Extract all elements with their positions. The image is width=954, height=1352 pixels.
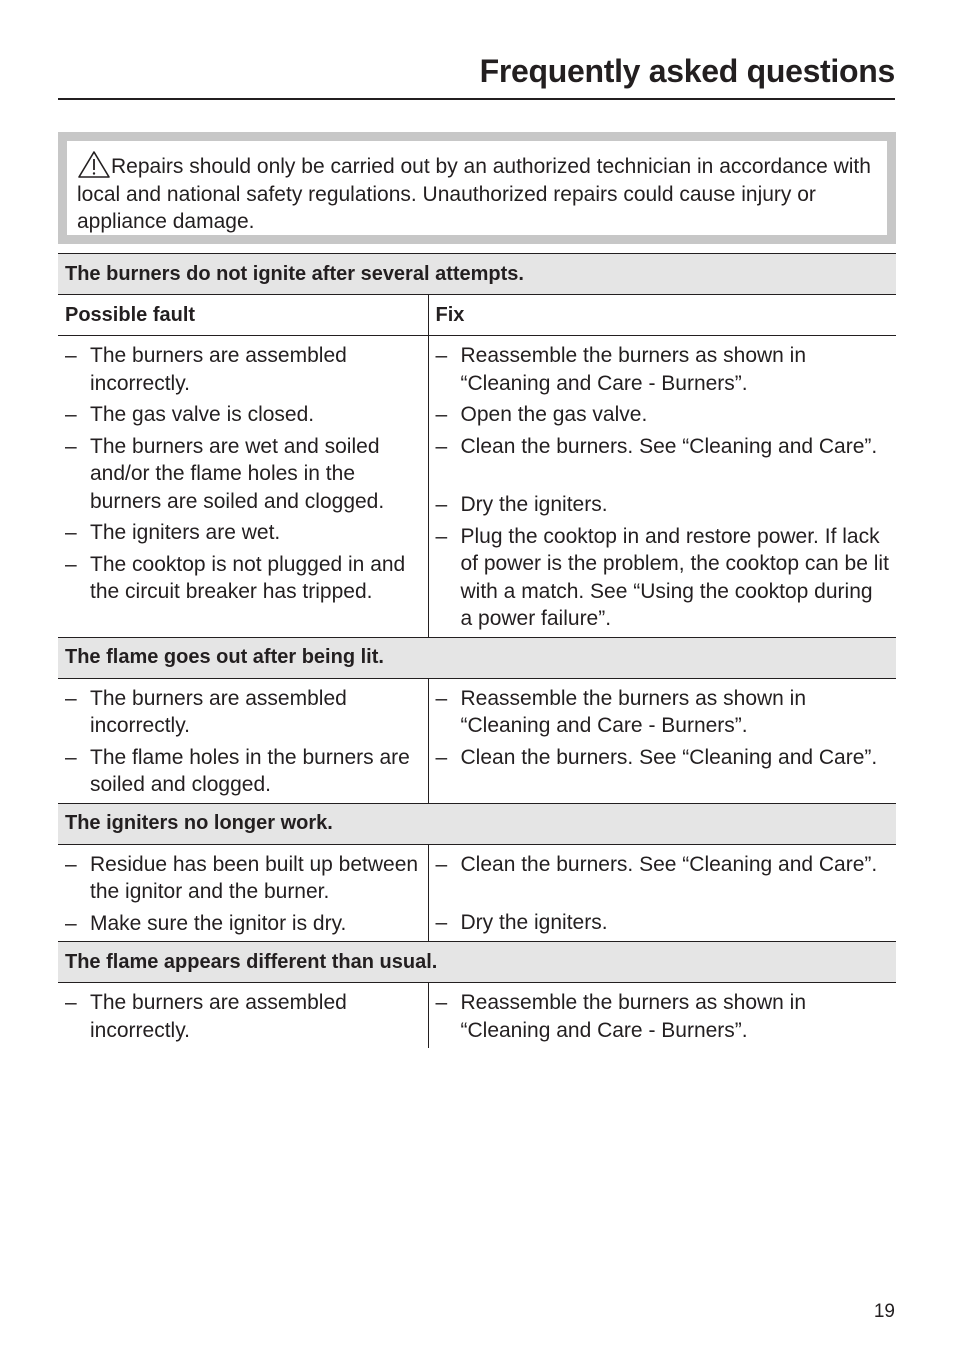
section-header	[58, 254, 896, 295]
dash-bullet: –	[435, 524, 448, 548]
fix-cell	[428, 983, 896, 1049]
table-row	[58, 678, 896, 803]
fix-cell	[428, 678, 896, 803]
table-row	[58, 336, 896, 638]
warning-content	[67, 141, 887, 235]
dash-bullet: –	[435, 852, 448, 876]
faq-table	[58, 253, 896, 1048]
dash-bullet: –	[435, 403, 448, 426]
fix-item: – Clean the burners. See “Cleaning and Care”.	[436, 744, 891, 772]
fix-cell	[428, 336, 896, 638]
section-title: The burners do not ignite after several attempts.	[58, 254, 896, 295]
table-row	[58, 844, 896, 942]
fault-item: – Residue has been built up between the ignitor and the burner.	[65, 851, 422, 906]
fault-item: – The flame holes in the burners are soiled and clogged.	[65, 744, 422, 799]
dash-bullet: –	[65, 403, 77, 426]
section-title: The flame goes out after being lit.	[58, 637, 896, 678]
fix-item: – Reassemble the burners as shown in “Cleaning and Care - Burners”.	[436, 685, 891, 740]
section-header	[58, 803, 896, 844]
dash-bullet: –	[435, 745, 448, 769]
fault-cell	[58, 983, 428, 1049]
fix-item: – Plug the cooktop in and restore power. If lack of power is the problem, the cooktop can be lit with a match. See “Using the cooktop during a power failure”.	[436, 523, 891, 633]
fault-column-header: Possible fault	[58, 295, 428, 336]
dash-bullet: –	[435, 686, 448, 710]
dash-bullet: –	[435, 991, 448, 1014]
fix-cell	[428, 844, 896, 942]
dash-bullet: –	[65, 521, 77, 544]
dash-bullet: –	[65, 911, 77, 935]
fix-item: – Open the gas valve.	[436, 401, 891, 429]
dash-bullet: –	[65, 552, 77, 576]
dash-bullet: –	[435, 344, 448, 367]
fix-item: – Dry the igniters.	[436, 491, 891, 519]
dash-bullet: –	[65, 745, 77, 769]
fault-cell	[58, 844, 428, 942]
fix-item: – Reassemble the burners as shown in “Cleaning and Care - Burners”.	[436, 989, 891, 1044]
fault-item: – The gas valve is closed.	[65, 401, 422, 429]
warning-triangle-icon	[77, 150, 111, 178]
fault-item: – The igniters are wet.	[65, 519, 422, 547]
fault-item: – The burners are assembled incorrectly.	[65, 989, 422, 1044]
fault-cell	[58, 678, 428, 803]
fault-item: – The burners are wet and soiled and/or the flame holes in the burners are soiled and clogged.	[65, 433, 422, 516]
page-number: 19	[873, 1301, 895, 1322]
fix-column-header: Fix	[428, 295, 896, 336]
dash-bullet: –	[65, 991, 77, 1014]
column-header-row	[58, 295, 896, 336]
fix-item: – Reassemble the burners as shown in “Cleaning and Care - Burners”.	[436, 342, 891, 397]
section-title: The igniters no longer work.	[58, 803, 896, 844]
warning-box	[58, 132, 896, 244]
fault-item: – Make sure the ignitor is dry.	[65, 910, 422, 938]
fix-item: – Clean the burners. See “Cleaning and Care”.	[436, 851, 891, 879]
fault-cell	[58, 336, 428, 638]
title-rule	[58, 98, 895, 100]
table-row	[58, 983, 896, 1049]
dash-bullet: –	[65, 852, 77, 876]
warning-text: Repairs should only be carried out by an authorized technician in accordance with local and national safety regulations. Unauthorized repairs could cause injury or appliance damage.	[77, 155, 871, 233]
dash-bullet: –	[435, 434, 448, 458]
dash-bullet: –	[435, 911, 448, 934]
dash-bullet: –	[65, 686, 77, 710]
fix-item: – Dry the igniters.	[436, 909, 891, 937]
dash-bullet: –	[65, 434, 77, 458]
dash-bullet: –	[65, 344, 77, 367]
section-title: The flame appears different than usual.	[58, 942, 896, 983]
fix-item: – Clean the burners. See “Cleaning and Care”.	[436, 433, 891, 461]
dash-bullet: –	[435, 493, 448, 516]
section-header	[58, 637, 896, 678]
fault-item: – The burners are assembled incorrectly.	[65, 685, 422, 740]
page-title: Frequently asked questions	[479, 53, 895, 89]
fault-item: – The cooktop is not plugged in and the circuit breaker has tripped.	[65, 551, 422, 606]
section-header	[58, 942, 896, 983]
fault-item: – The burners are assembled incorrectly.	[65, 342, 422, 397]
